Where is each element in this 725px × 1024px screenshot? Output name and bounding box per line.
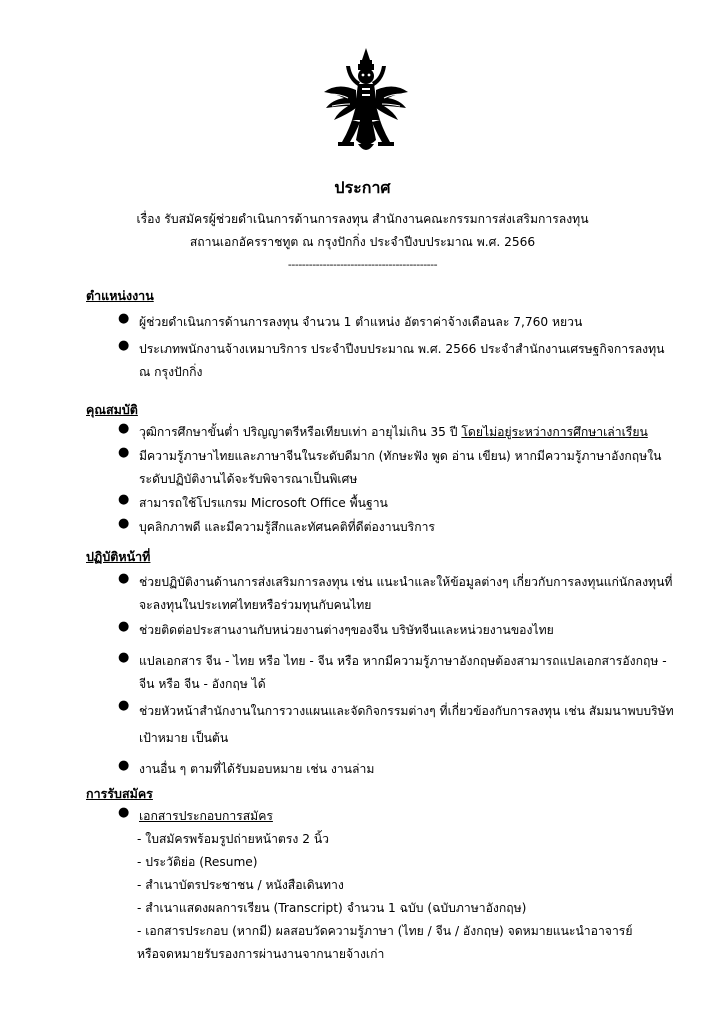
document-subject xyxy=(0,208,725,254)
bullet-icon: ● xyxy=(118,421,130,436)
section-heading-position: ตำแหน่งงาน xyxy=(86,288,154,303)
list-item-text: สามารถใช้โปรแกรม Microsoft Office พื้นฐาน xyxy=(139,496,388,510)
bullet-icon: ● xyxy=(118,516,130,531)
list-item xyxy=(0,758,679,781)
bullet-icon: ● xyxy=(118,338,130,353)
list-item-text: ผู้ช่วยดำเนินการด้านการลงทุน จำนวน 1 ตำแหน่ง อัตราค่าจ้างเดือนละ 7,760 หยวน xyxy=(139,315,583,329)
duties-list xyxy=(0,571,679,781)
list-item-text: บุคลิกภาพดี และมีความรู้สึกและทัศนคติที่ดีต่องานบริการ xyxy=(139,520,435,534)
list-item-text: แปลเอกสาร จีน - ไทย หรือ ไทย - จีน หรือ หากมีความรู้ภาษาอังกฤษต้องสามารถแปลเอกสารอังกฤษ - จีน หรือ จีน - อังกฤษ ได้ xyxy=(139,654,667,691)
garuda-emblem-icon xyxy=(322,46,410,156)
document-item: - สำเนาบัตรประชาชน / หนังสือเดินทาง xyxy=(137,878,344,892)
document-title: ประกาศ xyxy=(334,178,391,197)
documents-heading: เอกสารประกอบการสมัคร xyxy=(139,809,273,823)
list-item xyxy=(0,619,679,642)
document-item-continuation: หรือจดหมายรับรองการผ่านงานจากนายจ้างเก่า xyxy=(137,947,385,961)
list-item-text: ช่วยปฏิบัติงานด้านการส่งเสริมการลงทุน เช่น แนะนำและให้ข้อมูลต่างๆ เกี่ยวกับการลงทุนแก่นักลงทุนที่จะลงทุนในประเทศไทยหรือร่วมทุนกับคนไทย xyxy=(139,575,673,612)
list-item xyxy=(0,445,679,491)
list-item xyxy=(0,571,679,617)
qualification-underlined-text: โดยไม่อยู่ระหว่างการศึกษาเล่าเรียน xyxy=(461,425,648,439)
section-heading-qualifications: คุณสมบัติ xyxy=(86,402,138,417)
list-item-text: ประเภทพนักงานจ้างเหมาบริการ ประจำปีงบประมาณ พ.ศ. 2566 ประจำสำนักงานเศรษฐกิจการลงทุน ณ กรุงปักกิ่ง xyxy=(139,342,665,379)
list-item-text: มีความรู้ภาษาไทยและภาษาจีนในระดับดีมาก (ทักษะฟัง พูด อ่าน เขียน) หากมีความรู้ภาษาอังกฤษในระดับปฏิบัติงานได้จะรับพิจารณาเป็นพิเศษ xyxy=(139,449,662,486)
application-list xyxy=(0,805,679,966)
list-item xyxy=(0,338,679,384)
section-heading-application: การรับสมัคร xyxy=(86,786,153,801)
subject-line-2: สถานเอกอัครราชทูต ณ กรุงปักกิ่ง ประจำปีงบประมาณ พ.ศ. 2566 xyxy=(189,235,536,249)
list-item xyxy=(0,650,679,696)
section-heading-duties: ปฏิบัติหน้าที่ xyxy=(86,549,151,564)
bullet-icon: ● xyxy=(118,619,130,634)
bullet-icon: ● xyxy=(118,805,130,820)
document-item: - เอกสารประกอบ (หากมี) ผลสอบวัดความรู้ภาษา (ไทย / จีน / อังกฤษ) จดหมายแนะนำอาจารย์ xyxy=(137,924,633,938)
qualification-text: วุฒิการศึกษาขั้นต่ำ ปริญญาตรีหรือเทียบเท่า อายุไม่เกิน 35 ปี xyxy=(139,425,462,439)
list-item xyxy=(0,492,679,515)
subject-line-1: เรื่อง รับสมัครผู้ช่วยดำเนินการด้านการลงทุน สำนักงานคณะกรรมการส่งเสริมการลงทุน xyxy=(136,212,589,226)
bullet-icon: ● xyxy=(118,445,130,460)
bullet-icon: ● xyxy=(118,311,130,326)
list-item xyxy=(0,311,679,334)
list-item xyxy=(0,516,679,539)
list-item-text xyxy=(139,421,679,444)
list-item xyxy=(0,421,679,444)
bullet-icon: ● xyxy=(118,698,130,713)
separator-line: ------------------------------------------- xyxy=(287,258,438,271)
document-item: - สำเนาแสดงผลการเรียน (Transcript) จำนวน 1 ฉบับ (ฉบับภาษาอังกฤษ) xyxy=(137,901,527,915)
list-item xyxy=(0,805,679,828)
list-item-text: ช่วยหัวหน้าสำนักงานในการวางแผนและจัดกิจกรรมต่างๆ ที่เกี่ยวข้องกับการลงทุน เช่น สัมมนาพบบริษัทเป้าหมาย เป็นต้น xyxy=(139,704,674,745)
list-item-text: งานอื่น ๆ ตามที่ได้รับมอบหมาย เช่น งานล่าม xyxy=(139,762,375,776)
bullet-icon: ● xyxy=(118,571,130,586)
bullet-icon: ● xyxy=(118,492,130,507)
position-list xyxy=(0,311,679,384)
list-item-text: ช่วยติดต่อประสานงานกับหน่วยงานต่างๆของจีน บริษัทจีนและหน่วยงานของไทย xyxy=(139,623,554,637)
document-item: - ประวัติย่อ (Resume) xyxy=(137,855,258,869)
bullet-icon: ● xyxy=(118,650,130,665)
qualifications-list xyxy=(0,421,679,539)
bullet-icon: ● xyxy=(118,758,130,773)
document-item: - ใบสมัครพร้อมรูปถ่ายหน้าตรง 2 นิ้ว xyxy=(137,832,330,846)
list-item xyxy=(0,698,679,752)
